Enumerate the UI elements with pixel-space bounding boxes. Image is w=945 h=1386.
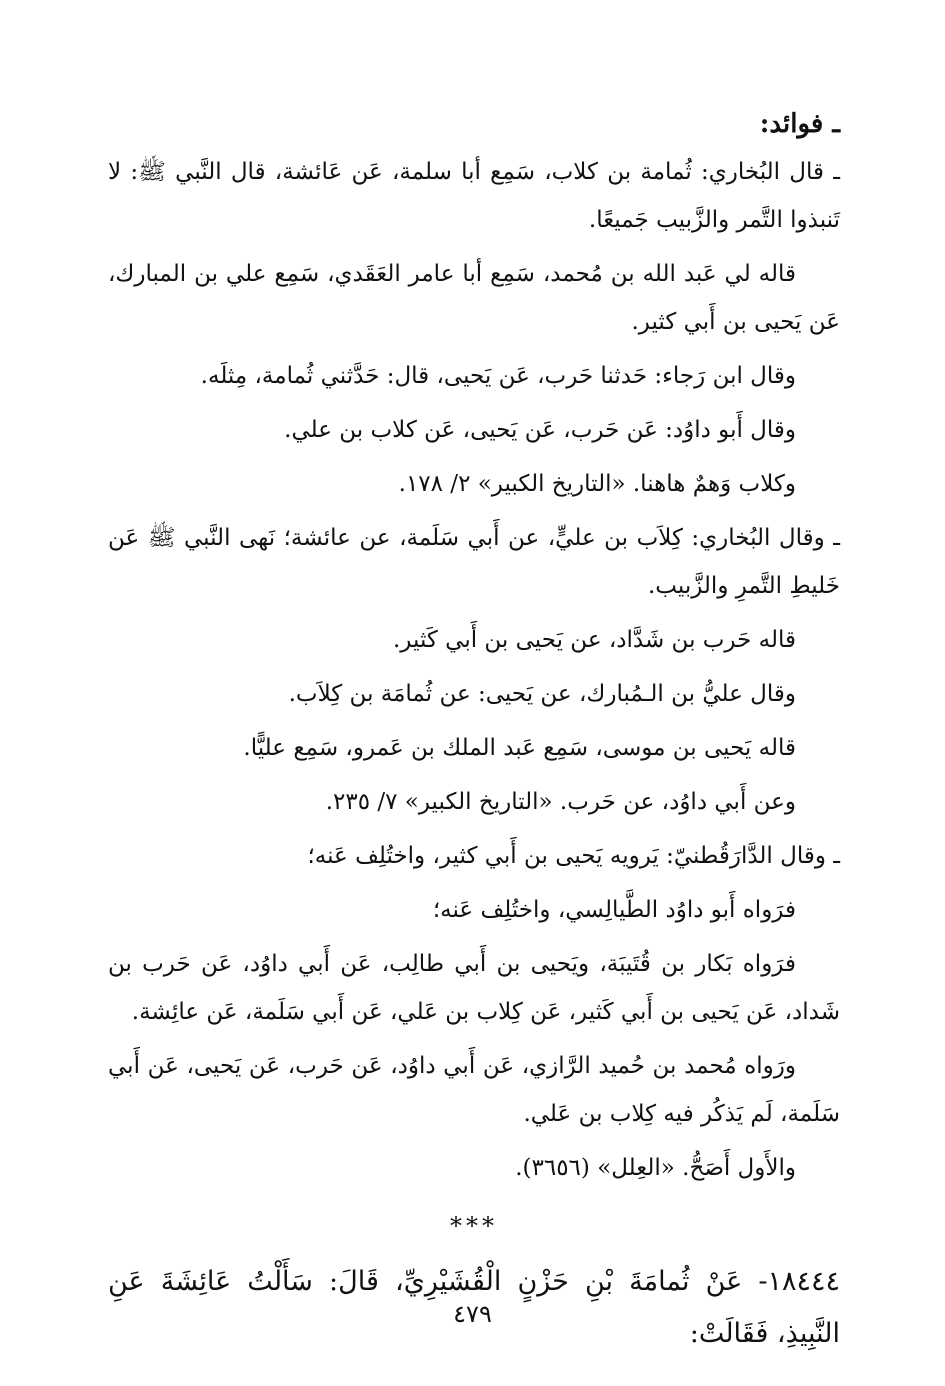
paragraph: ـ وقال البُخاري: كِلاَب بن عليٍّ، عن أَبي سَلَمة، عن عائشة؛ نَهى النَّبي ﷺ عَن خَليطِ التَّمرِ والزَّبيب. xyxy=(108,525,840,599)
hadith-text: ١٨٤٤٤- عَنْ ثُمامَةَ بْنِ حَزْنٍ الْقُشَيْرِيِّ، قَالَ: سَأَلْتُ عَائِشَةَ عَنِ النَّبِيذِ، فَقَالَتْ: xyxy=(108,1266,840,1349)
paragraph: فرَواه أَبو داوُد الطَّيالِسي، واختُلِف عَنه؛ xyxy=(432,897,796,923)
paragraph: ورَواه مُحمد بن حُميد الرَّازي، عَن أَبي داوُد، عَن حَرب، عَن يَحيى، عَن أَبي سَلَمة، لَم يَذكُر فيه كِلاب بن عَلي. xyxy=(108,1053,840,1127)
paragraph: قاله لي عَبد الله بن مُحمد، سَمِع أبا عامر العَقَدي، سَمِع علي بن المبارك، عَن يَحيى بن أَبي كثير. xyxy=(108,261,840,335)
paragraph: وقال عليُّ بن الـمُبارك، عن يَحيى: عن ثُمامَة بن كِلاَب. xyxy=(288,681,796,707)
paragraph: وقال ابن رَجاء: حَدثنا حَرب، عَن يَحيى، قال: حَدَّثني ثُمامة، مِثلَه. xyxy=(200,363,796,389)
paragraph: وعن أَبي داوُد، عن حَرب. «التاريخ الكبير» ٧/ ٢٣٥. xyxy=(325,789,796,815)
page-body xyxy=(108,100,840,1360)
paragraph: ـ قال البُخاري: ثُمامة بن كلاب، سَمِع أبا سلمة، عَن عَائشة، قال النَّبي ﷺ: لا تَنبذوا التَّمر والزَّبيب جَميعًا. xyxy=(108,159,840,233)
paragraph: قاله حَرب بن شَدَّاد، عن يَحيى بن أَبي كَثير. xyxy=(393,627,796,653)
page-number: ٤٧٩ xyxy=(453,1300,492,1328)
paragraph: وقال أَبو داوُد: عَن حَرب، عَن يَحيى، عَن كلاب بن علي. xyxy=(284,417,796,443)
paragraph: ـ وقال الدَّارَقُطنيّ: يَرويه يَحيى بن أَبي كثير، واختُلِف عَنه؛ xyxy=(307,843,840,869)
paragraph: وكلاب وَهمٌ هاهنا. «التاريخ الكبير» ٢/ ١٧٨. xyxy=(398,471,796,497)
paragraph: فرَواه بَكار بن قُتَيبَة، ويَحيى بن أَبي طالِب، عَن أَبي داوُد، عَن حَرب بن شَداد، عَن يَحيى بن أَبي كَثير، عَن كِلاب بن عَلي، عَن أَبي سَلَمة، عَن عائِشة. xyxy=(108,951,840,1025)
paragraph: والأَول أَصَحُّ. «العِلل» (٣٦٥٦). xyxy=(515,1155,796,1181)
section-separator: *** xyxy=(450,1212,498,1240)
section-heading: ـ فوائد: xyxy=(759,109,840,139)
paragraph: قاله يَحيى بن موسى، سَمِع عَبد الملك بن عَمرو، سَمِع عليًّا. xyxy=(243,735,796,761)
